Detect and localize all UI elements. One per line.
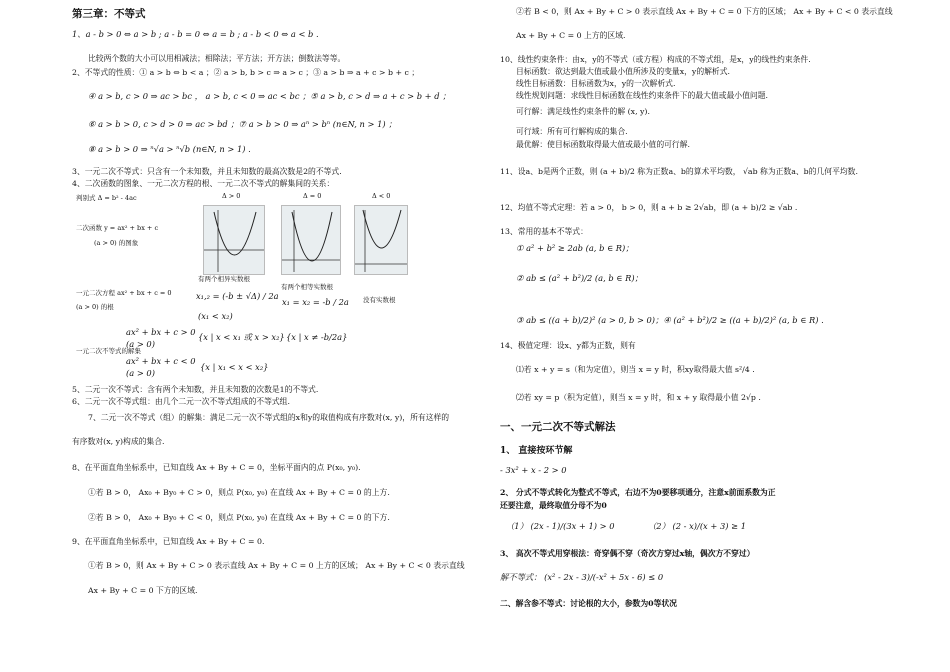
section-1-2-heading-cont: 还要注意，最终取值分母不为0 [500, 501, 607, 510]
item-3: 3、一元二次不等式：只含有一个未知数，并且未知数的最高次数是2的不等式. [72, 167, 342, 176]
item-1: 1、a - b > 0 ⇔ a > b ; a - b = 0 ⇔ a = b ; a - b < 0 ⇔ a < b . [72, 29, 319, 39]
solution-set-greater-one-root: {x | x ≠ -b/2a} [286, 332, 348, 342]
two-equal-roots-title: 有两个相等实数根 [281, 283, 333, 291]
parabola-no-root-svg [355, 206, 407, 274]
item-2-line4: ⑧ a > b > 0 ⇒ ⁿ√a > ⁿ√b (n∈N, n > 1) . [88, 144, 251, 154]
chapter-title: 第三章：不等式 [72, 8, 146, 20]
item-14-2: ⑵若 xy = p（积为定值），则当 x = y 时，和 x + y 取得最小值 2√p . [516, 393, 761, 402]
parabola-two-roots-svg [204, 206, 264, 274]
two-distinct-roots-formula: x₁,₂ = (-b ± √Δ) / 2a [196, 291, 279, 301]
item-10-feasible-region: 可行域：所有可行解构成的集合. [516, 127, 628, 136]
solution-set-greater-two-roots: {x | x < x₁ 或 x > x₂} [198, 332, 285, 342]
parabola-two-roots-graph [203, 205, 265, 275]
section-2-heading: 二、解含参不等式：讨论根的大小，参数为0等状况 [500, 599, 677, 608]
item-14-1: ⑴若 x + y = s（和为定值），则当 x = y 时，积xy取得最大值 s²/4 . [516, 365, 755, 374]
section-1-2-example-1: （1） (2x - 1)/(3x + 1) > 0 [506, 521, 615, 531]
no-real-roots: 没有实数根 [363, 296, 396, 304]
quadratic-function-label: 二次函数 y = ax² + bx + c [76, 224, 159, 232]
item-10-objective: 目标函数：欲达到最大值或最小值所涉及的变量x，y的解析式. [516, 67, 730, 76]
two-distinct-roots-note: (x₁ < x₂) [198, 311, 233, 321]
item-13: 13、常用的基本不等式： [500, 227, 588, 236]
delta-positive-header: Δ > 0 [222, 192, 241, 200]
quadratic-equation-label: 一元二次方程 ax² + bx + c = 0 [76, 289, 172, 297]
item-1-note: 比较两个数的大小可以用相减法；相除法；平方法；开方法；倒数法等等。 [88, 54, 346, 63]
section-1-3-example: 解不等式： (x² - 2x - 3)/(-x² + 5x - 6) ≤ 0 [500, 572, 664, 582]
item-13-1: ① a² + b² ≥ 2ab (a, b ∈ R)； [516, 243, 634, 253]
item-10: 10、线性约束条件：由x，y的不等式（或方程）构成的不等式组，是x，y的线性约束条件. [500, 55, 811, 64]
item-9-case2: ②若 B < 0，则 Ax + By + C > 0 表示直线 Ax + By + C = 0 下方的区域； Ax + By + C < 0 表示直线 [516, 7, 893, 16]
item-2-line3: ⑥ a > b > 0, c > d > 0 ⇒ ac > bd ；⑦ a > b > 0 ⇒ aⁿ > bⁿ (n∈N, n > 1) ； [88, 119, 397, 129]
inequality-greater: ax² + bx + c > 0 [126, 327, 196, 337]
item-6: 6、二元一次不等式组：由几个二元一次不等式组成的不等式组. [72, 397, 290, 406]
item-8-case1: ①若 B > 0， Ax₀ + By₀ + C > 0，则点 P(x₀, y₀) 在直线 Ax + By + C = 0 的上方. [88, 488, 390, 497]
item-4: 4、二次函数的图象、一元二次方程的根、一元二次不等式的解集间的关系： [72, 179, 335, 188]
quadratic-function-condition: (a > 0) 的图象 [94, 239, 139, 247]
parabola-one-root-svg [282, 206, 340, 274]
item-13-3-4: ③ ab ≤ ((a + b)/2)² (a > 0, b > 0)；④ (a² + b²)/2 ≥ ((a + b)/2)² (a, b ∈ R) . [516, 315, 824, 325]
item-10-linear-objective: 线性目标函数：目标函数为x，y的一次解析式. [516, 79, 676, 88]
item-2: 2、不等式的性质：① a > b ⇔ b < a ；② a > b, b > c ⇒ a > c ；③ a > b ⇒ a + c > b + c ； [72, 68, 420, 77]
section-1-2-example-2: （2） (2 - x)/(x + 3) ≥ 1 [648, 521, 746, 531]
inequality-less-condition: (a > 0) [126, 368, 155, 378]
item-8: 8、在平面直角坐标系中，已知直线 Ax + By + C = 0，坐标平面内的点 P(x₀, y₀). [72, 463, 361, 472]
section-1-2-heading: 2、 分式不等式转化为整式不等式，右边不为0要移项通分，注意x前面系数为正 [500, 488, 776, 497]
section-1-1-heading: 1、 直接按环节解 [500, 446, 573, 456]
delta-zero-header: Δ = 0 [303, 192, 322, 200]
section-1-heading: 一、一元二次不等式解法 [500, 421, 616, 433]
item-10-lp-problem: 线性规划问题：求线性目标函数在线性约束条件下的最大值或最小值问题. [516, 91, 768, 100]
parabola-no-root-graph [354, 205, 408, 275]
parabola-one-root-graph [281, 205, 341, 275]
delta-negative-header: Δ < 0 [372, 192, 391, 200]
item-9: 9、在平面直角坐标系中，已知直线 Ax + By + C = 0. [72, 537, 265, 546]
item-5: 5、二元一次不等式：含有两个未知数，并且未知数的次数是1的不等式. [72, 385, 319, 394]
inequality-less: ax² + bx + c < 0 [126, 356, 196, 366]
item-14: 14、极值定理：设x、y都为正数，则有 [500, 341, 636, 350]
item-10-feasible-solution: 可行解：满足线性约束条件的解 (x, y). [516, 107, 650, 116]
quadratic-inequality-label: 一元二次不等式的解集 [76, 347, 141, 355]
item-7-cont: 有序数对(x, y)构成的集合. [72, 437, 165, 446]
solution-set-less-two-roots: {x | x₁ < x < x₂} [200, 362, 269, 372]
item-9-case1-cont: Ax + By + C = 0 下方的区域. [88, 586, 198, 595]
item-12: 12、均值不等式定理：若 a > 0， b > 0，则 a + b ≥ 2√ab，即 (a + b)/2 ≥ √ab . [500, 203, 798, 212]
item-7: 7、二元一次不等式（组）的解集：满足二元一次不等式组的x和y的取值构成有序数对(x, y)，所有这样的 [88, 413, 450, 422]
item-8-case2: ②若 B > 0， Ax₀ + By₀ + C < 0，则点 P(x₀, y₀) 在直线 Ax + By + C = 0 的下方. [88, 513, 390, 522]
two-equal-roots-formula: x₁ = x₂ = -b / 2a [282, 297, 349, 307]
section-1-3-heading: 3、 高次不等式用穿根法：奇穿偶不穿（奇次方穿过x轴，偶次方不穿过） [500, 549, 755, 558]
discriminant-label: 判别式 Δ = b² - 4ac [76, 194, 137, 202]
item-11: 11、设a、b是两个正数，则 (a + b)/2 称为正数a、b的算术平均数， √ab 称为正数a、b的几何平均数. [500, 167, 858, 176]
quadratic-equation-condition: (a > 0) 的根 [76, 303, 114, 311]
item-10-optimal-solution: 最优解：使目标函数取得最大值或最小值的可行解. [516, 140, 691, 149]
item-9-case2-cont: Ax + By + C = 0 上方的区域. [516, 31, 626, 40]
item-2-line2: ④ a > b, c > 0 ⇒ ac > bc ， a > b, c < 0 ⇒ ac < bc ；⑤ a > b, c > d ⇒ a + c > b + d ； [88, 91, 451, 101]
inequality-greater-condition: (a > 0) [126, 339, 155, 349]
section-1-1-example: - 3x² + x - 2 > 0 [500, 465, 567, 475]
two-distinct-roots-title: 有两个相异实数根 [198, 275, 250, 283]
item-9-case1: ①若 B > 0，则 Ax + By + C > 0 表示直线 Ax + By + C = 0 上方的区域； Ax + By + C < 0 表示直线 [88, 561, 465, 570]
item-13-2: ② ab ≤ (a² + b²)/2 (a, b ∈ R)； [516, 273, 643, 283]
